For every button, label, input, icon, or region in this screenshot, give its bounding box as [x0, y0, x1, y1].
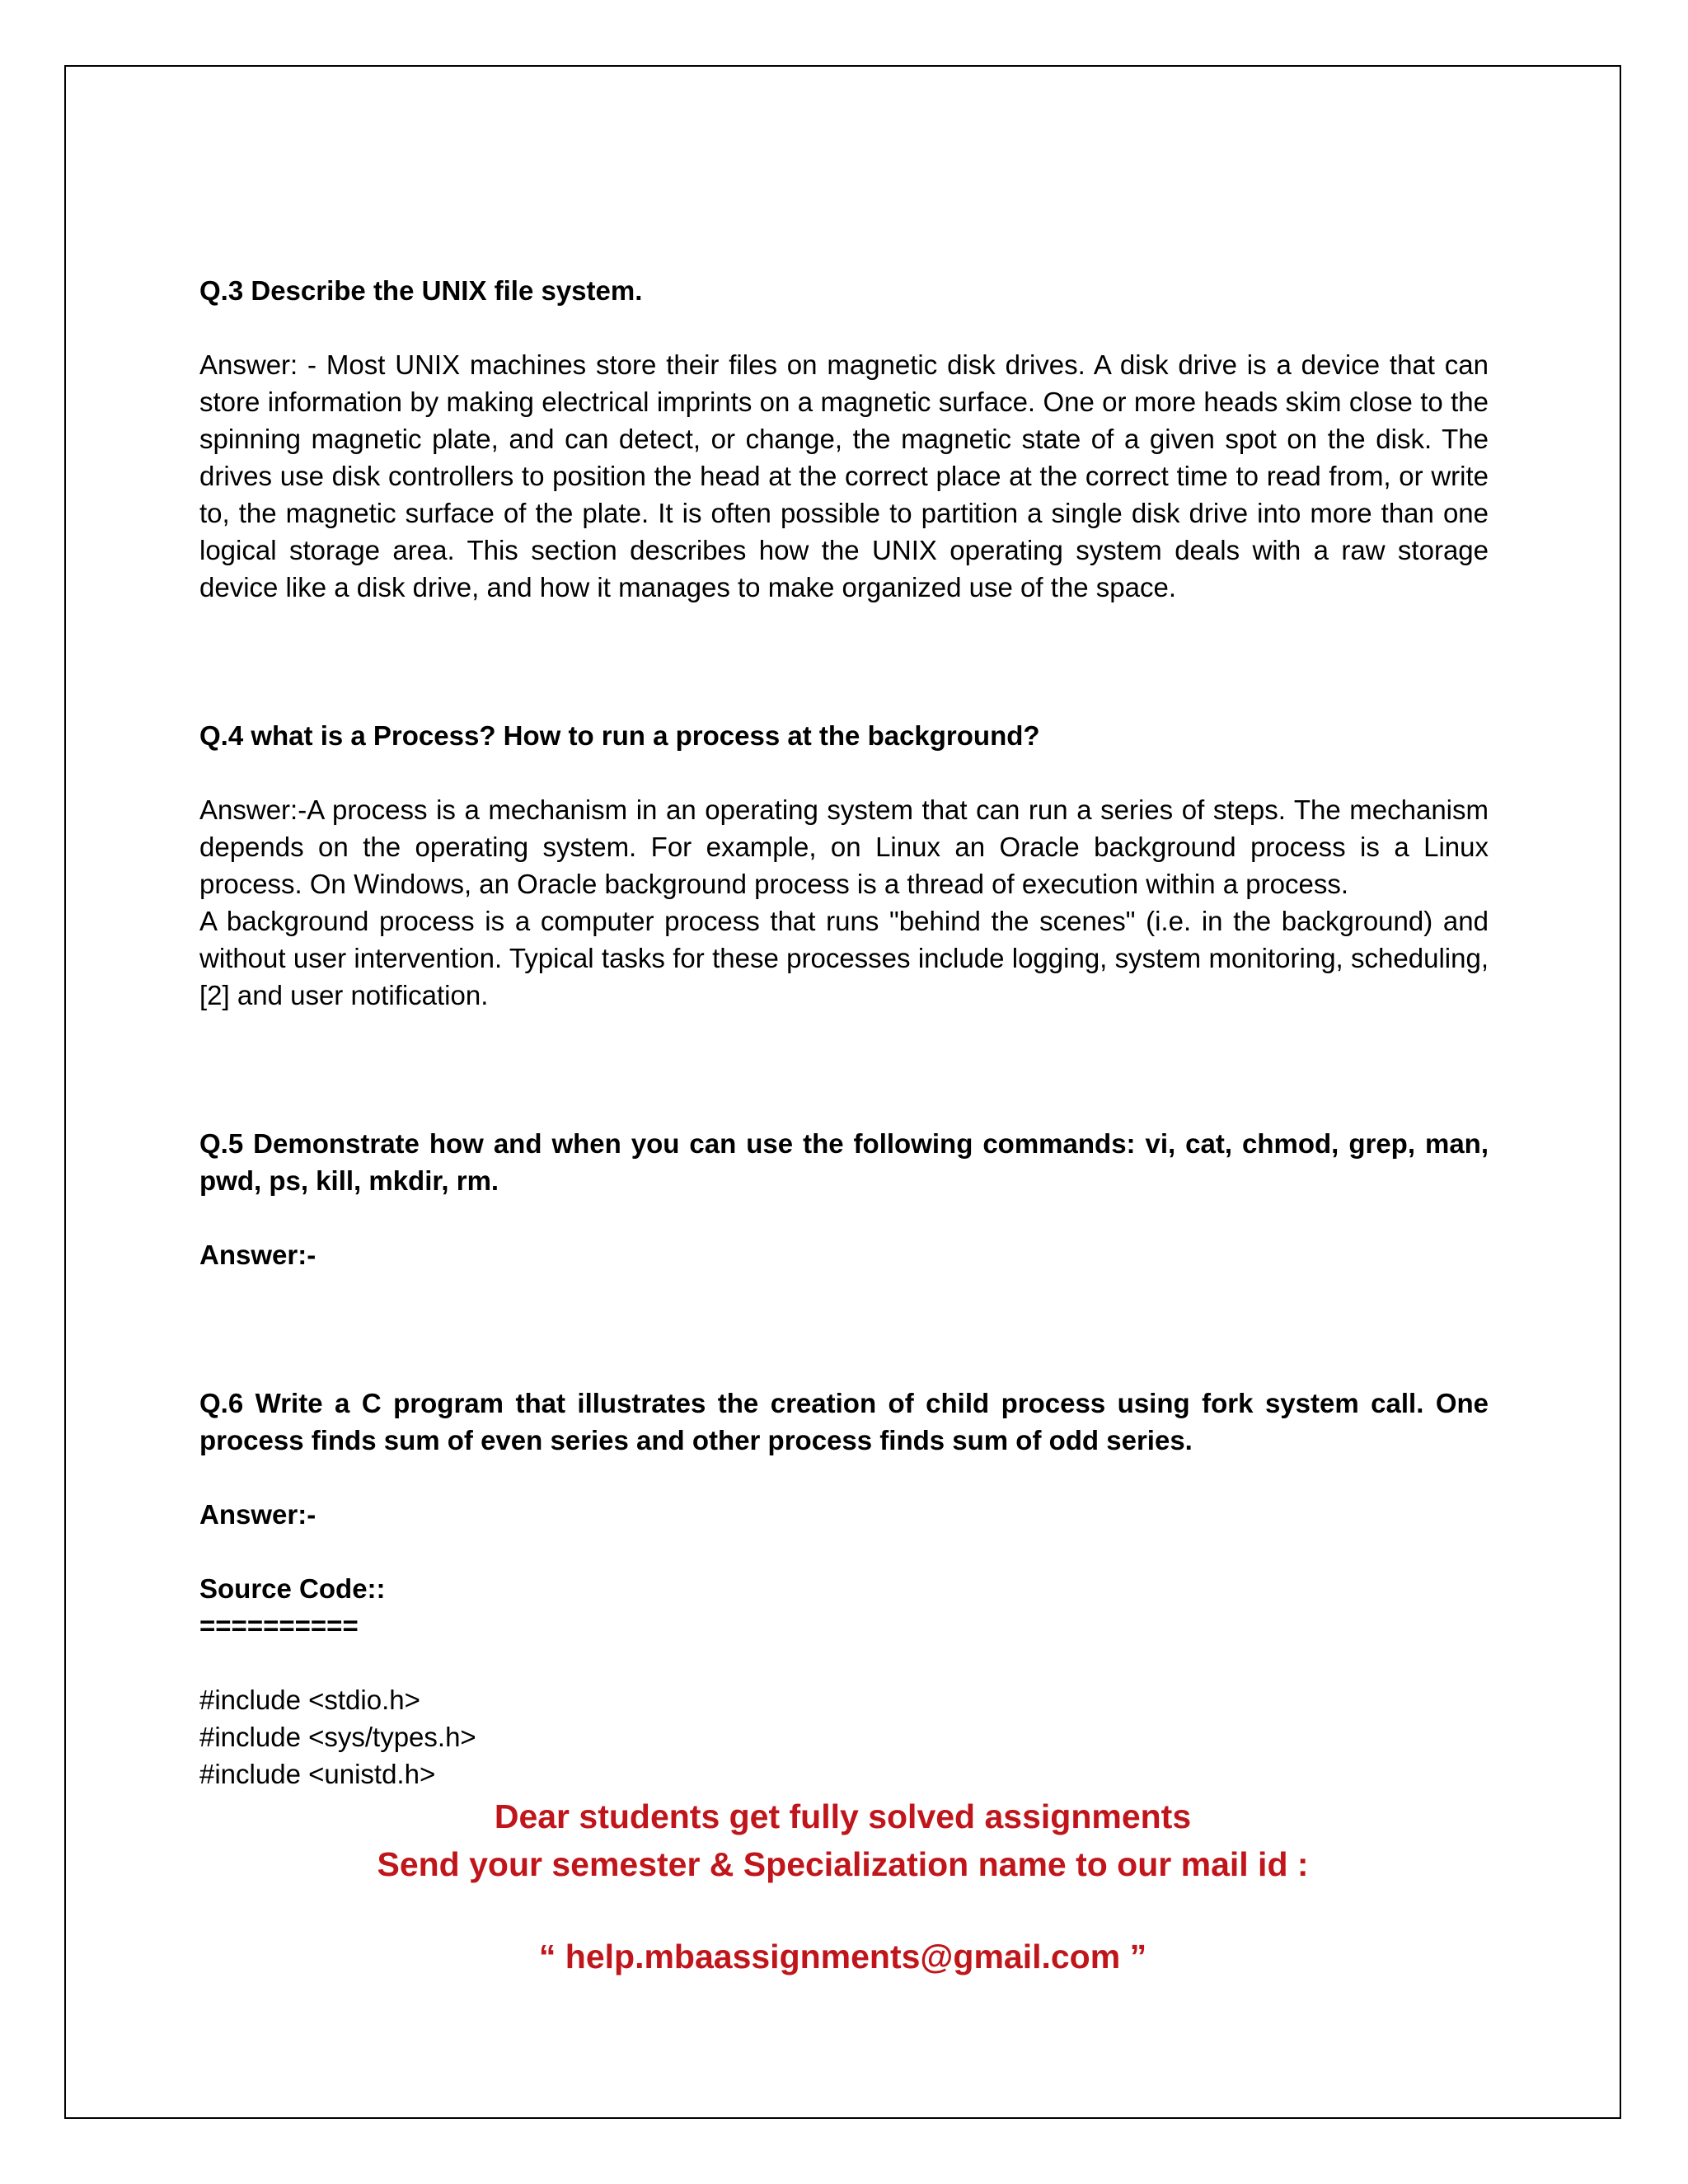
code-line: #include <unistd.h>	[199, 1759, 436, 1789]
promo-line-1: Dear students get fully solved assignments	[494, 1797, 1192, 1835]
q5-answer-label: Answer:-	[199, 1240, 316, 1270]
q4-answer-paragraph-1: Answer:-A process is a mechanism in an operating system that can run a series of steps. The mechanism depends on the operating system. For example, on Linux an Oracle background process is a Linux process. On Windows, an Oracle background process is a thread of execution within a process.	[199, 794, 1489, 899]
q4-answer-paragraph-2: A background process is a computer process that runs "behind the scenes" (i.e. in the background) and without user intervention. Typical tasks for these processes include logging, system monitoring, scheduling,[2] and user notification.	[199, 906, 1489, 1010]
q3-question: Q.3 Describe the UNIX file system.	[199, 275, 643, 306]
promo-email: “ help.mbaassignments@gmail.com ”	[538, 1938, 1147, 1975]
code-line: #include <stdio.h>	[199, 1685, 420, 1715]
document-body	[199, 272, 1489, 1793]
q4-question: Q.4 what is a Process? How to run a process at the background?	[199, 720, 1040, 751]
q6-question: Q.6 Write a C program that illustrates the creation of child process using fork system call. One process finds sum of even series and other process finds sum of odd series.	[199, 1388, 1489, 1455]
q6-answer-label: Answer:-	[199, 1499, 316, 1530]
source-code-separator: ==========	[199, 1610, 359, 1641]
q5-question: Q.5 Demonstrate how and when you can use the following commands: vi, cat, chmod, grep, man, pwd, ps, kill, mkdir, rm.	[199, 1128, 1489, 1196]
code-line: #include <sys/types.h>	[199, 1722, 476, 1752]
q3-answer: Answer: - Most UNIX machines store their files on magnetic disk drives. A disk drive is a device that can store information by making electrical imprints on a magnetic surface. One or more heads skim close to the spinning magnetic plate, and can detect, or change, the magnetic state of a given spot on the disk. The drives use disk controllers to position the head at the correct place at the correct time to read from, or write to, the magnetic surface of the plate. It is often possible to partition a single disk drive into more than one logical storage area. This section describes how the UNIX operating system deals with a raw storage device like a disk drive, and how it manages to make organized use of the space.	[199, 349, 1489, 602]
source-code-label: Source Code::	[199, 1573, 386, 1604]
promo-line-2: Send your semester & Specialization name to our mail id :	[377, 1845, 1309, 1883]
